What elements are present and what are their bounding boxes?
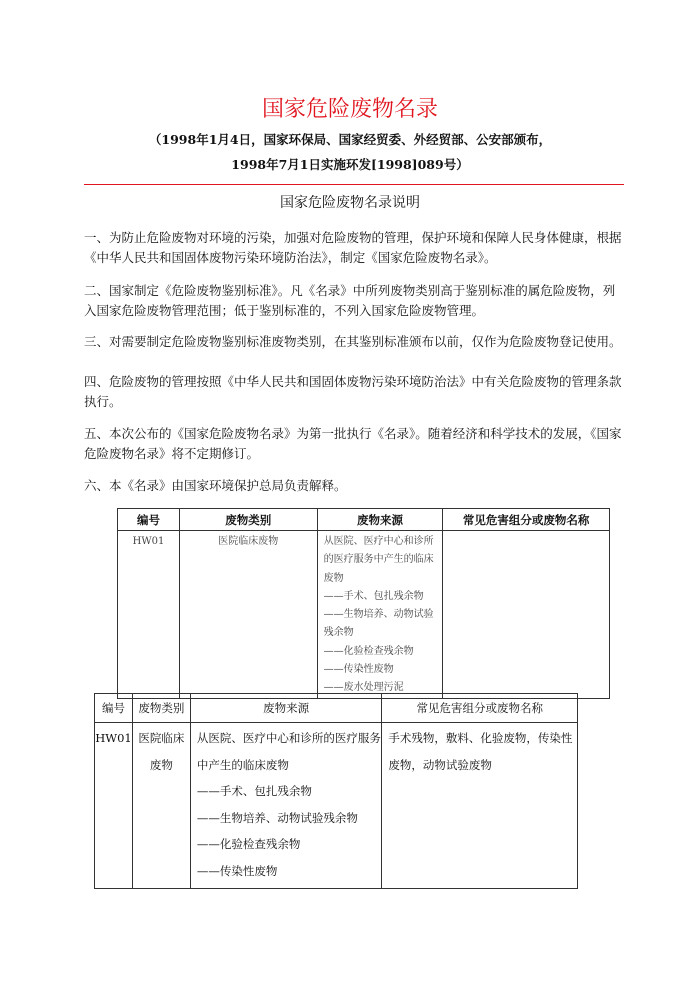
source-line: 从医院、医疗中心和诊所的医疗服务中产生的临床废物 <box>196 731 381 772</box>
waste-table-2 <box>94 693 578 889</box>
paragraph-6: 六、本《名录》由国家环境保护总局负责解释。 <box>84 478 347 493</box>
header-code: 编号 <box>118 509 180 531</box>
source-line: ——传染性废物 <box>323 664 394 676</box>
subtitle-line-2: 1998年7月1日实施环发[1998]089号） <box>231 157 469 172</box>
header-source: 废物来源 <box>317 509 443 531</box>
red-divider <box>84 184 624 185</box>
cell-category: 医院临床废物 <box>132 723 190 889</box>
paragraph-5: 五、本次公布的《国家危险废物名录》为第一批执行《名录》。随着经济和科学技术的发展，《国家危险废物名录》将不定期修订。 <box>84 426 622 461</box>
source-line: ——手术、包扎残余物 <box>196 784 312 798</box>
source-line: ——生物培养、动物试验残余物 <box>196 810 358 825</box>
cell-category: 医院临床废物 <box>179 531 317 699</box>
header-code: 编号 <box>95 694 133 723</box>
paragraph-3: 三、对需要制定危险废物鉴别标准废物类别，在其鉴别标准颁布以前，仅作为危险废物登记使用。 <box>84 334 622 349</box>
table-row <box>118 531 610 699</box>
table-row <box>95 723 578 889</box>
source-line: ——化验检查残余物 <box>323 645 414 657</box>
paragraph-1: 一、为防止危险废物对环境的污染，加强对危险废物的管理，保护环境和保障人民身体健康，根据《中华人民共和国固体废物污染环境防治法》，制定《国家危险废物名录》。 <box>84 230 622 265</box>
cell-code: HW01 <box>95 723 133 889</box>
cell-components <box>443 531 610 699</box>
document-title: 国家危险废物名录 <box>261 97 438 122</box>
source-line: ——传染性废物 <box>196 863 278 878</box>
cell-code: HW01 <box>118 531 180 699</box>
header-components: 常见危害组分或废物名称 <box>443 509 610 531</box>
table-header-row <box>118 509 610 531</box>
cell-source <box>190 723 382 889</box>
section-heading: 国家危险废物名录说明 <box>280 195 420 211</box>
subtitle-line-1: （1998年1月4日，国家环保局、国家经贸委、外经贸部、公安部颁布， <box>148 132 552 147</box>
source-line: ——废水处理污泥 <box>323 682 404 694</box>
source-line: ——化验检查残余物 <box>196 837 301 851</box>
source-line: 从医院、医疗中心和诊所的医疗服务中产生的临床废物 <box>323 536 434 584</box>
header-category: 废物类别 <box>132 694 190 723</box>
header-category: 废物类别 <box>179 509 317 531</box>
paragraph-2: 二、国家制定《危险废物鉴别标准》。凡《名录》中所列废物类别高于鉴别标准的属危险废物，列入国家危险废物管理范围；低于鉴别标准的，不列入国家危险废物管理。 <box>84 283 616 318</box>
waste-table-1 <box>117 508 610 699</box>
cell-source <box>317 531 443 699</box>
paragraph-4: 四、危险废物的管理按照《中华人民共和国固体废物污染环境防治法》中有关危险废物的管理条款执行。 <box>84 374 622 409</box>
cell-components: 手术残物，敷料、化验废物，传染性废物，动物试验废物 <box>382 723 578 889</box>
table-header-row <box>95 694 578 723</box>
header-components: 常见危害组分或废物名称 <box>382 694 578 723</box>
source-line: ——手术、包扎残余物 <box>323 590 424 602</box>
source-line: ——生物培养、动物试验残余物 <box>323 609 434 639</box>
header-source: 废物来源 <box>190 694 382 723</box>
